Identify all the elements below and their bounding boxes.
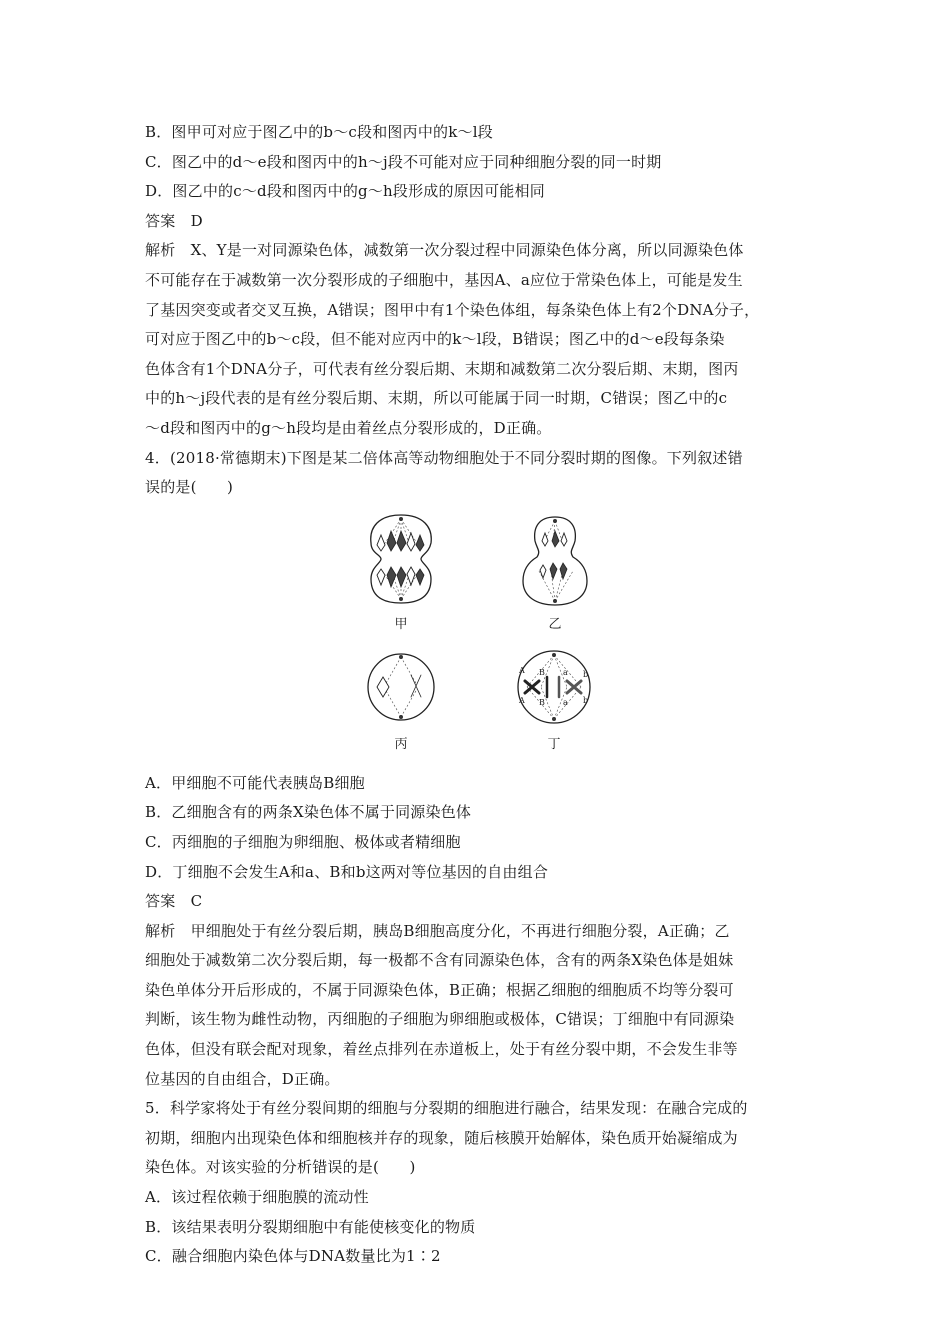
cell-ding-diagram — [511, 647, 597, 727]
q3-analysis-line: 中的h～j段代表的是有丝分裂后期、末期，所以可能属于同一时期，C错误；图乙中的c — [145, 389, 728, 408]
q4-analysis-line: 判断，该生物为雌性动物，丙细胞的子细胞为卵细胞或极体，C错误；丁细胞中有同源染 — [145, 1010, 735, 1029]
figure-label-ding: 丁 — [547, 736, 561, 752]
figure-label-bing: 丙 — [394, 736, 408, 752]
q4-option-b: B．乙细胞含有的两条X染色体不属于同源染色体 — [145, 803, 472, 822]
q4-option-a: A．甲细胞不可能代表胰岛B细胞 — [145, 773, 365, 792]
gene-label-B: B — [539, 667, 545, 677]
gene-label-a: a — [563, 697, 568, 707]
q5-stem-line: 染色体。对该实验的分析错误的是( ) — [145, 1158, 416, 1177]
q4-analysis-line: 位基因的自由组合，D正确。 — [145, 1069, 340, 1088]
q5-option-c: C．融合细胞内染色体与DNA数量比为1∶2 — [145, 1247, 441, 1266]
q3-analysis-line: 不可能存在于减数第一次分裂形成的子细胞中，基因A、a应位于常染色体上，可能是发生 — [145, 270, 743, 289]
cell-jia-diagram — [363, 509, 439, 609]
gene-label-b: b — [583, 669, 589, 679]
gene-label-A: A — [519, 665, 525, 675]
q3-analysis-line: 色体含有1个DNA分子，可代表有丝分裂后期、末期和减数第二次分裂后期、末期，图丙 — [145, 359, 739, 378]
gene-label-a: a — [563, 667, 568, 677]
q3-answer: 答案 D — [145, 211, 203, 230]
q4-analysis-line: 细胞处于减数第二次分裂后期，每一极都不含有同源染色体，含有的两条X染色体是姐妹 — [145, 951, 734, 970]
q3-analysis-line: 可对应于图乙中的b～c段，但不能对应丙中的k～l段，B错误；图乙中的d～e段每条染 — [145, 330, 725, 349]
cell-division-figure — [145, 509, 825, 765]
figure-label-yi: 乙 — [548, 616, 562, 632]
q4-stem-line: 误的是( ) — [145, 478, 234, 497]
q3-option-d: D．图乙中的c～d段和图丙中的g～h段形成的原因可能相同 — [145, 182, 545, 201]
cell-bing-diagram — [363, 649, 439, 725]
figure-label-jia: 甲 — [394, 616, 408, 632]
q4-option-c: C．丙细胞的子细胞为卵细胞、极体或者精细胞 — [145, 832, 461, 851]
q5-stem-line: 初期，细胞内出现染色体和细胞核并存的现象，随后核膜开始解体，染色质开始凝缩成为 — [145, 1128, 738, 1147]
q4-option-d: D．丁细胞不会发生A和a、B和b这两对等位基因的自由组合 — [145, 862, 549, 881]
q4-analysis-line: 色体，但没有联会配对现象，着丝点排列在赤道板上，处于有丝分裂中期，不会发生非等 — [145, 1040, 738, 1059]
gene-label-b: b — [583, 695, 589, 705]
q3-option-c: C．图乙中的d～e段和图丙中的h～j段不可能对应于同种细胞分裂的同一时期 — [145, 152, 662, 171]
q4-analysis-line: 染色单体分开后形成的，不属于同源染色体，B正确；根据乙细胞的细胞质不均等分裂可 — [145, 980, 734, 999]
cell-yi-diagram — [517, 509, 593, 609]
q5-stem-line: 5．科学家将处于有丝分裂间期的细胞与分裂期的细胞进行融合，结果发现：在融合完成的 — [145, 1099, 748, 1118]
gene-label-B: B — [539, 697, 545, 707]
q3-option-b: B．图甲可对应于图乙中的b～c段和图丙中的k～l段 — [145, 123, 493, 141]
q4-analysis-line: 解析 甲细胞处于有丝分裂后期，胰岛B细胞高度分化，不再进行细胞分裂，A正确；乙 — [145, 921, 730, 940]
q5-option-b: B．该结果表明分裂期细胞中有能使核变化的物质 — [145, 1217, 476, 1236]
q4-stem-line: 4．(2018·常德期末)下图是某二倍体高等动物细胞处于不同分裂时期的图像。下列叙述错 — [145, 448, 743, 467]
q3-analysis-line: 解析 X、Y是一对同源染色体，减数第一次分裂过程中同源染色体分离，所以同源染色体 — [145, 241, 744, 260]
q4-answer: 答案 C — [145, 892, 203, 911]
q3-analysis-line: 了基因突变或者交叉互换，A错误；图甲中有1个染色体组，每条染色体上有2个DNA分子， — [145, 300, 760, 319]
document-page — [145, 118, 825, 1272]
gene-label-A: A — [519, 695, 525, 705]
q3-analysis-line: ～d段和图丙中的g～h段均是由着丝点分裂形成的，D正确。 — [145, 418, 552, 437]
q5-option-a: A．该过程依赖于细胞膜的流动性 — [145, 1188, 369, 1207]
